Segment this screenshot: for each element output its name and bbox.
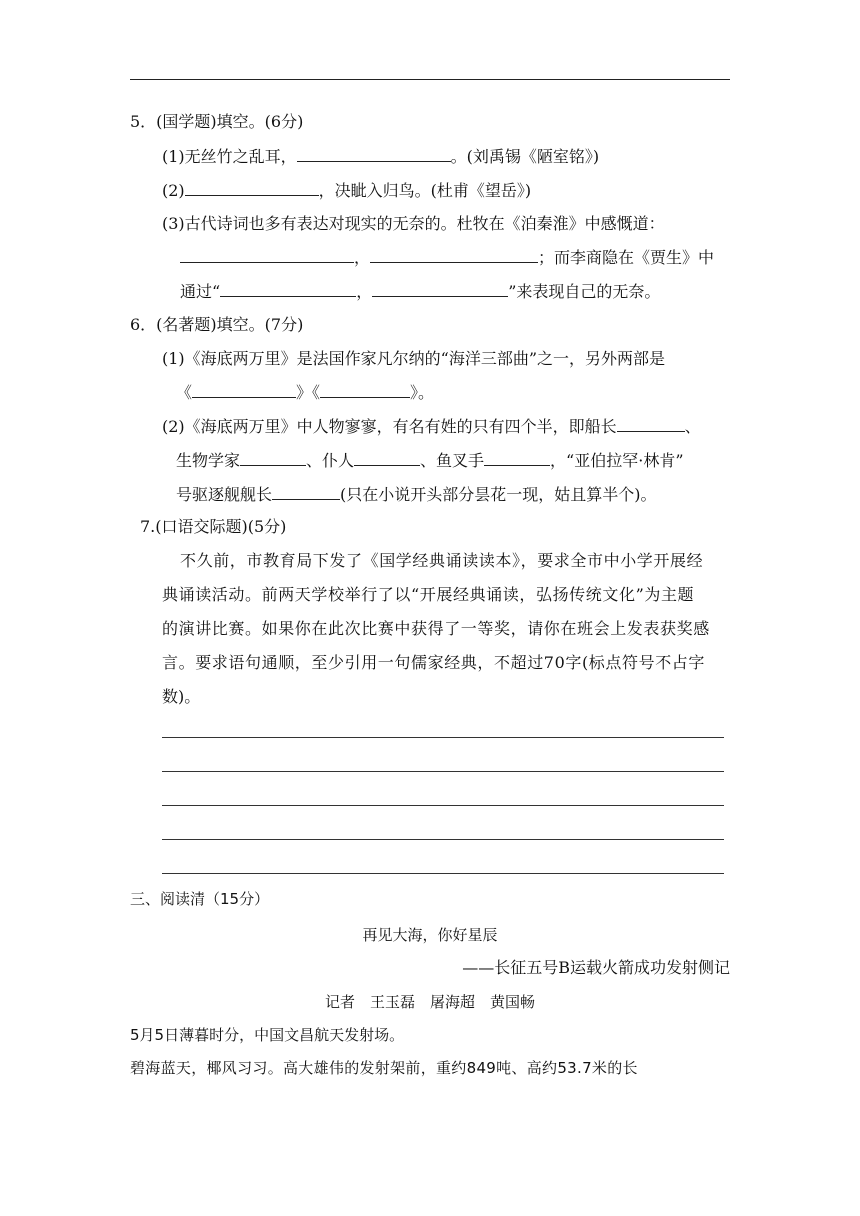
answer-blank[interactable] [272,484,340,500]
answer-writing-line[interactable] [162,805,724,806]
answer-blank[interactable] [180,247,354,263]
article-subtitle: ——长征五号B运载火箭成功发射侧记 [462,958,730,977]
answer-blank[interactable] [192,382,296,398]
article-paragraph: 5月5日薄暮时分，中国文昌航天发射场。 [130,1026,405,1044]
answer-blank[interactable] [185,180,319,196]
header-rule [130,79,730,80]
answer-blank[interactable] [372,281,508,297]
answer-writing-line[interactable] [162,737,724,738]
q6-item2-line2 [176,450,684,471]
article-paragraph: 碧海蓝天，椰风习习。高大雄伟的发射架前，重约849吨、高约53.7米的长 [130,1059,638,1077]
q6-item2-punct: 、 [684,417,701,436]
q5-item1-suffix: 。(刘禹锡《陋室铭》) [450,147,600,166]
q7-para-line: 的演讲比赛。如果你在此次比赛中获得了一等奖，请你在班会上发表获奖感 [162,619,710,638]
answer-writing-line[interactable] [162,839,724,840]
q6-item2-servant: 、仆人 [306,451,355,470]
answer-blank[interactable] [297,146,451,162]
q7-para-line: 典诵读活动。前两天学校举行了以“开展经典诵读，弘扬传统文化”为主题 [162,585,695,604]
q6-item2-lincoln: ，“亚伯拉罕·林肯” [550,451,684,470]
answer-blank[interactable] [220,281,356,297]
answer-writing-line[interactable] [162,771,724,772]
answer-blank[interactable] [320,382,410,398]
section3-header: 三、阅读清（15分） [130,890,270,908]
q6-item2-biologist: 生物学家 [176,451,241,470]
q6-header: 6．(名著题)填空。(7分) [130,315,304,334]
q5-item2 [162,180,531,201]
q5-item3-line3-prefix: 通过“ [180,282,221,301]
q5-item3-line3 [180,281,660,302]
q5-item3-line1: (3)古代诗词也多有表达对现实的无奈的。杜牧在《泊秦淮》中感慨道： [162,214,665,233]
open-bracket: 《 [176,383,193,402]
answer-blank[interactable] [370,247,538,263]
q6-item1-line1: (1)《海底两万里》是法国作家凡尔纳的“海洋三部曲”之一，另外两部是 [162,349,666,368]
answer-blank[interactable] [484,450,550,466]
q6-item1-line2 [176,382,434,403]
q5-item2-prefix: (2) [162,181,185,200]
q7-header: 7.(口语交际题)(5分) [140,517,287,536]
q7-para-line: 数)。 [162,687,201,706]
article-byline: 记者 王玉磊 屠海超 黄国畅 [324,993,535,1011]
q5-item3-line3-suffix: ”来表现自己的无奈。 [508,282,661,301]
q6-item2-harpooner: 、鱼叉手 [420,451,485,470]
q5-item1-prefix: (1)无丝竹之乱耳， [162,147,297,166]
q5-item2-suffix: ，决眦入归鸟。(杜甫《望岳》) [318,181,532,200]
q7-para-line: 不久前，市教育局下发了《国学经典诵读读本》，要求全市中小学开展经 [180,551,704,570]
q6-item2-text: (2)《海底两万里》中人物寥寥，有名有姓的只有四个半，即船长 [162,417,617,436]
bracket-pair: 》《 [296,383,321,402]
answer-writing-line[interactable] [162,873,724,874]
answer-blank[interactable] [354,450,420,466]
article-title: 再见大海，你好星辰 [362,926,498,944]
q7-para-line: 言。要求语句通顺，至少引用一句儒家经典，不超过70字(标点符号不占字 [162,653,706,672]
q5-item3-line2-comma: ， [354,248,371,267]
q6-item2-captain: 号驱逐舰舰长 [176,485,273,504]
answer-blank[interactable] [617,416,685,432]
q5-item3-line2-suffix: ；而李商隐在《贾生》中 [538,248,715,267]
close-bracket: 》。 [410,383,435,402]
q5-header: 5．(国学题)填空。(6分) [130,112,304,131]
answer-blank[interactable] [240,450,306,466]
q5-item3-line3-comma: ， [356,282,373,301]
q5-item3-line2 [180,247,714,268]
q6-item2-note: (只在小说开头部分昙花一现，姑且算半个)。 [340,485,657,504]
q6-item2-line3 [176,484,657,505]
q5-item1 [162,146,599,167]
q6-item2-line1 [162,416,701,437]
